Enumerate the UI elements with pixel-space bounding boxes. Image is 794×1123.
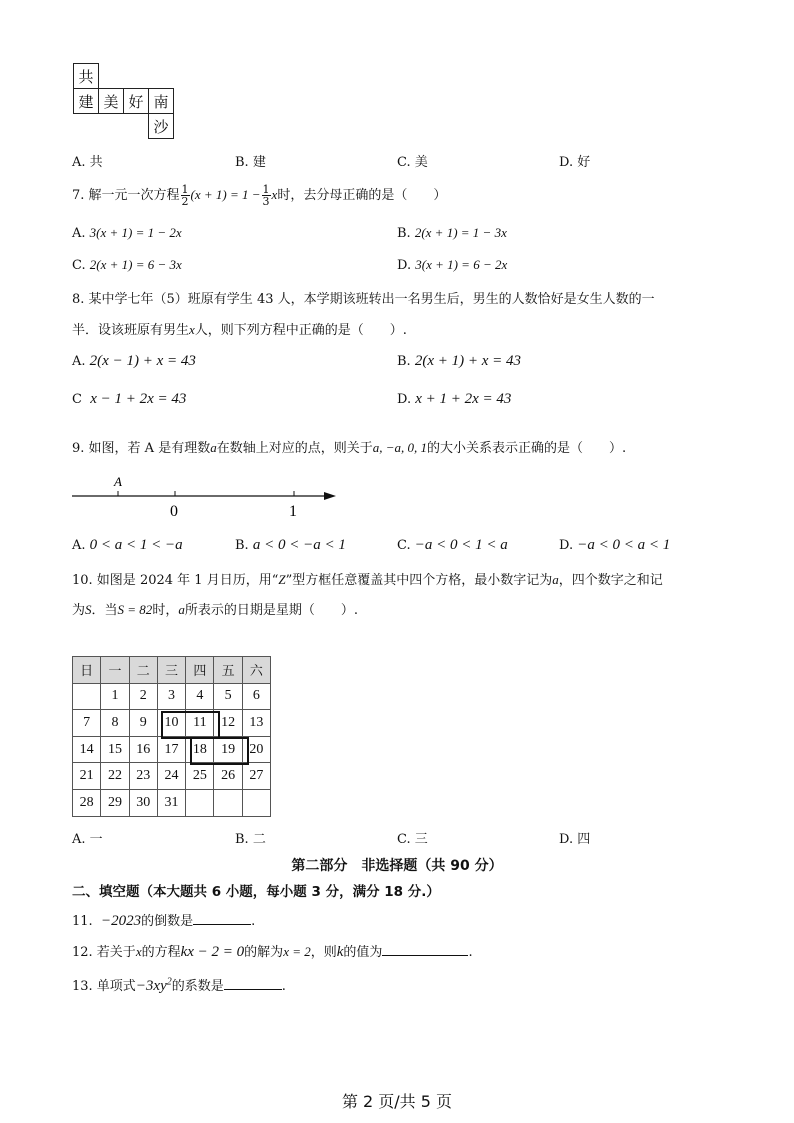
math: x = 2: [283, 944, 311, 959]
q10-option-b: B. 二: [235, 832, 266, 847]
option-math: 0 < a < 1 < −a: [89, 537, 183, 553]
q7-var: x: [271, 187, 278, 202]
calendar-header-cell: 六: [242, 657, 270, 684]
option-letter: B.: [397, 354, 411, 369]
calendar-cell: 31: [157, 789, 185, 816]
option-math: −a < 0 < 1 < a: [414, 537, 508, 553]
q6-option-a: A. 共: [72, 155, 103, 170]
calendar-cell: 12: [214, 710, 242, 737]
label-A: A: [114, 474, 122, 489]
calendar-cell: 18: [186, 736, 214, 763]
text: 的方程: [141, 945, 181, 960]
q8-option-d: [397, 391, 511, 408]
q9-stem: [72, 437, 626, 456]
option-letter: B.: [235, 538, 249, 553]
option-letter: D.: [397, 392, 412, 407]
calendar-cell: 24: [157, 763, 185, 790]
text: ”型方框任意覆盖其中四个方格，最小数字记为: [285, 573, 553, 588]
calendar-header-row: [73, 657, 271, 684]
arrow-head-icon: [324, 492, 336, 500]
q6-option-b: B. 建: [235, 155, 266, 170]
q10-stem-line1: [72, 569, 663, 588]
calendar-cell: 9: [129, 710, 157, 737]
option-letter: A.: [72, 354, 86, 369]
q10-option-a: A. 一: [72, 832, 103, 847]
q8-stem-line1: 8. 某中学七年（5）班原有学生 43 人，本学期该班转出一名男生后，男生的人数恰好是女生人数的一: [72, 292, 655, 307]
calendar-cell: 14: [73, 736, 101, 763]
label-0: 0: [170, 503, 178, 520]
superscript: 2: [166, 976, 172, 988]
var: k: [336, 944, 344, 960]
fraction: [262, 184, 271, 207]
calendar-cell: 22: [101, 763, 129, 790]
answer-blank[interactable]: [382, 943, 468, 956]
var: a: [210, 440, 217, 455]
answer-blank[interactable]: [193, 912, 251, 925]
calendar-cell: 25: [186, 763, 214, 790]
calendar-header-cell: 二: [129, 657, 157, 684]
q7-equation-part: (x + 1) = 1 −: [190, 187, 261, 202]
option-math: x − 1 + 2x = 43: [90, 391, 187, 407]
net-cell: 沙: [148, 113, 174, 139]
calendar-cell: 5: [214, 683, 242, 710]
math: a, −a, 0, 1: [372, 440, 427, 455]
text: 的值为: [343, 945, 383, 960]
text: .: [468, 945, 473, 960]
calendar-cell: 30: [129, 789, 157, 816]
calendar-header-cell: 一: [101, 657, 129, 684]
text: 9. 如图，若 A 是有理数: [72, 441, 211, 456]
calendar-cell: 17: [157, 736, 185, 763]
option-letter: A.: [72, 226, 86, 241]
option-math: 2(x + 1) + x = 43: [414, 353, 521, 369]
calendar-cell: 21: [73, 763, 101, 790]
calendar-cell: 6: [242, 683, 270, 710]
calendar-cell: 15: [101, 736, 129, 763]
q7-option-a: [72, 225, 182, 241]
calendar-cell: 8: [101, 710, 129, 737]
q8-option-b: [397, 353, 521, 370]
calendar-cell: 20: [242, 736, 270, 763]
option-letter: D.: [397, 258, 412, 273]
var: x: [189, 322, 195, 337]
q7-stem: [72, 184, 446, 207]
text: 半．设该班原有男生: [72, 323, 190, 338]
section2-title: 二、填空题（本大题共 6 小题，每小题 3 分，满分 18 分.）: [72, 884, 440, 900]
q10-option-d: D. 四: [559, 832, 591, 847]
denominator: 2: [181, 195, 189, 208]
q13: [72, 975, 286, 995]
calendar-header-cell: 日: [73, 657, 101, 684]
math: S = 82: [117, 602, 153, 617]
numerator: 1: [262, 183, 270, 196]
text: 所表示的日期是星期（ ）.: [184, 603, 358, 618]
calendar-cell: 3: [157, 683, 185, 710]
numerator: 1: [181, 183, 189, 196]
option-letter: A.: [72, 538, 86, 553]
calendar-cell: 1: [101, 683, 129, 710]
calendar-cell: 2: [129, 683, 157, 710]
option-letter: C: [72, 392, 82, 407]
net-cell: 美: [98, 88, 124, 114]
page-footer: 第 2 页/共 5 页: [341, 1092, 453, 1111]
calendar-header-cell: 四: [186, 657, 214, 684]
net-cell: 南: [148, 88, 174, 114]
q10-stem-line2: [72, 599, 358, 618]
calendar-header-cell: 五: [214, 657, 242, 684]
option-math: x + 1 + 2x = 43: [415, 391, 512, 407]
text: ，则: [310, 945, 337, 960]
q7-option-d: [397, 257, 507, 273]
math: −3xy: [135, 978, 167, 994]
z-frame-bottom: [190, 737, 249, 765]
calendar-cell: 26: [214, 763, 242, 790]
calendar-cell: 16: [129, 736, 157, 763]
var: x: [135, 944, 142, 959]
text: 的倒数是: [141, 914, 194, 929]
calendar-cell: 27: [242, 763, 270, 790]
calendar-cell: [214, 789, 242, 816]
text: 10. 如图是 2024 年 1 月日历，用“: [72, 573, 279, 588]
option-math: a < 0 < −a < 1: [252, 537, 346, 553]
q6-option-d: D. 好: [559, 155, 591, 170]
option-letter: C.: [72, 258, 86, 273]
option-math: 3(x + 1) = 6 − 2x: [415, 257, 508, 272]
math: kx − 2 = 0: [180, 944, 245, 960]
text: ．当: [91, 603, 118, 618]
option-math: 2(x − 1) + x = 43: [89, 353, 196, 369]
q8-option-c: [72, 391, 186, 408]
q7-option-b: [397, 225, 507, 241]
option-math: 2(x + 1) = 1 − 3x: [414, 225, 507, 240]
var: a: [178, 602, 185, 617]
q7-suffix: 时，去分母正确的是（ ）: [277, 188, 447, 203]
q9-option-d: [559, 537, 670, 554]
q8-stem-line2: [72, 319, 407, 338]
q9-option-b: [235, 537, 346, 554]
option-letter: D.: [559, 538, 574, 553]
text: 12. 若关于: [72, 945, 136, 960]
number: 11.: [72, 914, 93, 929]
fraction: [181, 184, 190, 207]
answer-blank[interactable]: [224, 977, 282, 990]
text: 的系数是: [171, 979, 224, 994]
option-math: 3(x + 1) = 1 − 2x: [89, 225, 182, 240]
calendar-cell: 23: [129, 763, 157, 790]
text: 的解为: [244, 945, 284, 960]
option-math: −a < 0 < a < 1: [577, 537, 671, 553]
text: 13. 单项式: [72, 979, 136, 994]
option-letter: B.: [397, 226, 411, 241]
calendar-cell: 29: [101, 789, 129, 816]
q11: [72, 910, 255, 930]
z-frame-top: [161, 711, 220, 739]
calendar-cell: [186, 789, 214, 816]
calendar-row: [73, 763, 271, 790]
calendar-cell: [242, 789, 270, 816]
calendar-cell: 4: [186, 683, 214, 710]
text: .: [251, 914, 256, 929]
calendar-cell: 7: [73, 710, 101, 737]
q12: [72, 941, 473, 961]
var: a: [552, 572, 559, 587]
q9-option-a: [72, 537, 183, 554]
text: ，四个数字之和记: [558, 573, 663, 588]
calendar-cell: 19: [214, 736, 242, 763]
text: 人，则下列方程中正确的是（ ）.: [194, 323, 407, 338]
q10-option-c: C. 三: [397, 832, 428, 847]
text: 时，: [152, 603, 179, 618]
net-cell: 好: [123, 88, 149, 114]
option-letter: C.: [397, 538, 411, 553]
math: −2023: [100, 913, 142, 929]
q6-option-c: C. 美: [397, 155, 428, 170]
math: Z: [278, 572, 286, 587]
calendar-header-cell: 三: [157, 657, 185, 684]
net-cell: 共: [73, 63, 99, 89]
calendar-row: [73, 683, 271, 710]
label-1: 1: [289, 503, 297, 520]
q7-option-c: [72, 257, 182, 273]
calendar-cell: [73, 683, 101, 710]
part2-title: 第二部分 非选择题（共 90 分）: [291, 858, 503, 874]
calendar-cell: 13: [242, 710, 270, 737]
calendar-cell: 11: [186, 710, 214, 737]
text: .: [281, 979, 286, 994]
text: 为: [72, 603, 86, 618]
calendar-row: [73, 789, 271, 816]
text: 的大小关系表示正确的是（ ）.: [427, 441, 627, 456]
q8-option-a: [72, 353, 196, 370]
q9-option-c: [397, 537, 508, 554]
calendar-cell: 10: [157, 710, 185, 737]
net-cell: 建: [73, 88, 99, 114]
calendar-cell: 28: [73, 789, 101, 816]
text: 在数轴上对应的点，则关于: [216, 441, 373, 456]
denominator: 3: [262, 195, 270, 208]
number-line-figure: [70, 470, 350, 525]
var: S: [85, 602, 92, 617]
option-math: 2(x + 1) = 6 − 3x: [89, 257, 182, 272]
q7-prefix: 7. 解一元一次方程: [72, 188, 180, 203]
